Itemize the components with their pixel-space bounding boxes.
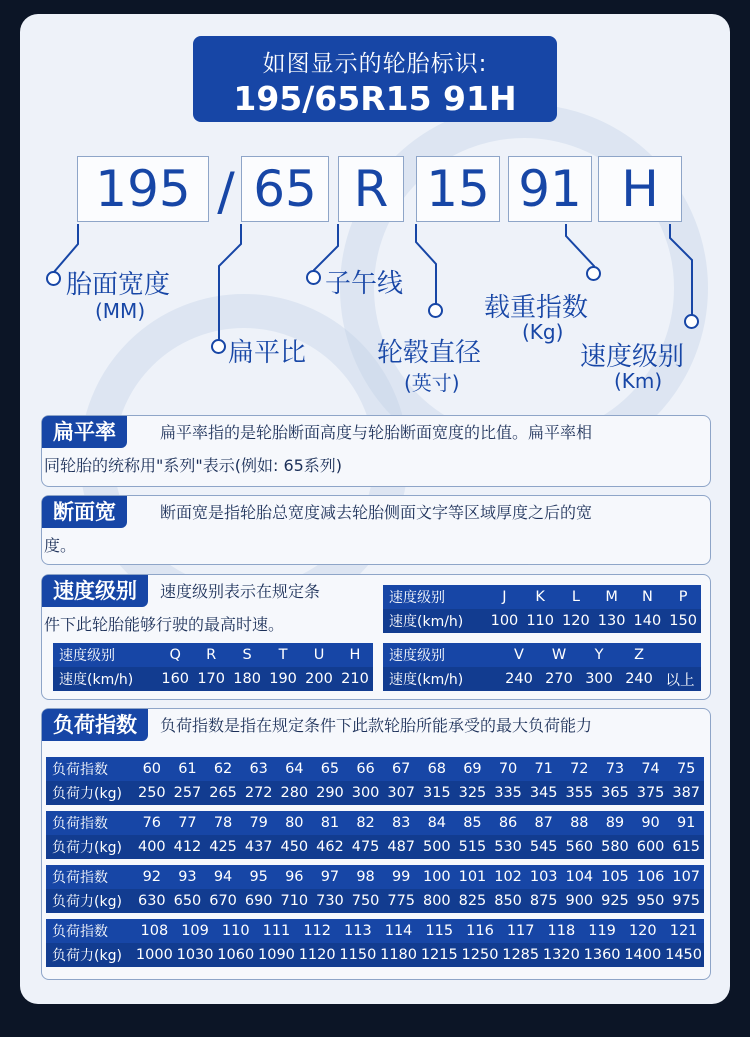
- load-kg-value: 412: [170, 835, 206, 859]
- load-index-value: 94: [205, 865, 241, 889]
- load-index-value: 93: [170, 865, 206, 889]
- load-index-value: 91: [668, 811, 704, 835]
- marker-dot: [586, 266, 601, 281]
- load-kg-value: 825: [455, 889, 491, 913]
- load-kg-value: 750: [348, 889, 384, 913]
- speed-code: M: [594, 585, 630, 609]
- row-header: 负荷力(kg): [46, 943, 134, 967]
- speed-value: 以上: [659, 667, 701, 691]
- load-index-value: 66: [348, 757, 384, 781]
- row-header: 速度级别: [383, 585, 487, 609]
- load-index-value: 92: [134, 865, 170, 889]
- load-index-value: 81: [312, 811, 348, 835]
- load-index-value: 63: [241, 757, 277, 781]
- load-kg-value: 690: [241, 889, 277, 913]
- load-index-value: 101: [455, 865, 491, 889]
- code-load-index: 91: [508, 156, 592, 222]
- marker-dot: [428, 303, 443, 318]
- load-index-value: 86: [490, 811, 526, 835]
- load-index-value: 109: [175, 919, 216, 943]
- load-index-value: 67: [383, 757, 419, 781]
- speed-code: L: [558, 585, 594, 609]
- load-kg-value: 1360: [582, 943, 623, 967]
- speed-code: W: [539, 643, 579, 667]
- section-text: 扁平率指的是轮胎断面高度与轮胎断面宽度的比值。扁平率相: [160, 423, 593, 442]
- row-header: 负荷力(kg): [46, 889, 134, 913]
- load-index-value: 103: [526, 865, 562, 889]
- speed-value: 210: [337, 667, 373, 691]
- load-index-value: 97: [312, 865, 348, 889]
- section-text: 度。: [44, 536, 77, 555]
- load-kg-value: 335: [490, 781, 526, 805]
- load-table: [46, 811, 704, 859]
- section-width: [41, 495, 711, 565]
- load-index-value: 114: [378, 919, 419, 943]
- speed-code: N: [630, 585, 666, 609]
- load-index-value: 90: [633, 811, 669, 835]
- marker-dot: [684, 314, 699, 329]
- speed-value: 240: [619, 667, 659, 691]
- row-header: 负荷指数: [46, 811, 134, 835]
- label-tread-width-unit: (MM): [95, 299, 146, 323]
- row-header: 负荷指数: [46, 919, 134, 943]
- section-load-index: [41, 708, 711, 980]
- speed-value: 300: [579, 667, 619, 691]
- speed-value: 180: [229, 667, 265, 691]
- load-kg-value: 400: [134, 835, 170, 859]
- label-load-index-unit: (Kg): [522, 320, 564, 344]
- load-kg-value: 315: [419, 781, 455, 805]
- load-kg-value: 650: [170, 889, 206, 913]
- section-text: 件下此轮胎能够行驶的最高时速。: [44, 615, 285, 634]
- load-kg-value: 365: [597, 781, 633, 805]
- load-kg-value: 1450: [663, 943, 704, 967]
- section-tag: 负荷指数: [42, 709, 148, 741]
- marker-dot: [46, 271, 61, 286]
- load-index-value: 72: [562, 757, 598, 781]
- speed-code: Z: [619, 643, 659, 667]
- load-kg-value: 387: [668, 781, 704, 805]
- load-index-value: 102: [490, 865, 526, 889]
- speed-value: 110: [522, 609, 558, 633]
- label-rim-diameter: 轮毂直径: [377, 338, 482, 368]
- load-index-value: 68: [419, 757, 455, 781]
- load-index-value: 99: [383, 865, 419, 889]
- load-index-value: 115: [419, 919, 460, 943]
- code-speed: H: [598, 156, 682, 222]
- load-kg-value: 272: [241, 781, 277, 805]
- speed-value: 130: [594, 609, 630, 633]
- load-index-value: 113: [338, 919, 379, 943]
- load-index-value: 110: [215, 919, 256, 943]
- load-index-value: 65: [312, 757, 348, 781]
- label-speed-rating-unit: (Km): [614, 369, 663, 393]
- load-index-value: 106: [633, 865, 669, 889]
- load-index-value: 118: [541, 919, 582, 943]
- load-kg-value: 615: [668, 835, 704, 859]
- load-kg-value: 1400: [622, 943, 663, 967]
- row-header: 负荷指数: [46, 757, 134, 781]
- load-kg-value: 670: [205, 889, 241, 913]
- load-kg-value: 1320: [541, 943, 582, 967]
- load-index-value: 62: [205, 757, 241, 781]
- load-index-value: 111: [256, 919, 297, 943]
- speed-code: [659, 643, 701, 667]
- load-kg-value: 875: [526, 889, 562, 913]
- load-kg-value: 775: [383, 889, 419, 913]
- load-kg-value: 425: [205, 835, 241, 859]
- load-kg-value: 257: [170, 781, 206, 805]
- load-kg-value: 250: [134, 781, 170, 805]
- load-index-value: 116: [460, 919, 501, 943]
- load-kg-value: 600: [633, 835, 669, 859]
- load-kg-value: 1180: [378, 943, 419, 967]
- section-text: 同轮胎的统称用"系列"表示(例如: 65系列): [44, 456, 343, 475]
- load-table: [46, 757, 704, 805]
- load-index-value: 61: [170, 757, 206, 781]
- speed-code: K: [522, 585, 558, 609]
- label-speed-rating: 速度级别: [580, 342, 685, 372]
- section-text: 速度级别表示在规定条: [160, 582, 321, 601]
- section-speed-rating: [41, 574, 711, 700]
- load-index-value: 112: [297, 919, 338, 943]
- speed-code: T: [265, 643, 301, 667]
- speed-code: V: [499, 643, 539, 667]
- load-kg-value: 500: [419, 835, 455, 859]
- load-kg-value: 1000: [134, 943, 175, 967]
- row-header: 速度(km/h): [53, 667, 157, 691]
- speed-code: R: [193, 643, 229, 667]
- load-kg-value: 355: [562, 781, 598, 805]
- load-kg-value: 580: [597, 835, 633, 859]
- section-tag: 速度级别: [42, 575, 148, 607]
- load-kg-value: 280: [277, 781, 313, 805]
- speed-code: Y: [579, 643, 619, 667]
- load-index-value: 64: [277, 757, 313, 781]
- load-table: [46, 919, 704, 967]
- load-kg-value: 437: [241, 835, 277, 859]
- section-tag: 扁平率: [42, 416, 127, 448]
- label-radial: 子午线: [325, 269, 404, 299]
- load-kg-value: 530: [490, 835, 526, 859]
- load-index-value: 104: [562, 865, 598, 889]
- row-header: 速度(km/h): [383, 609, 487, 633]
- load-kg-value: 307: [383, 781, 419, 805]
- speed-value: 150: [665, 609, 701, 633]
- load-kg-value: 630: [134, 889, 170, 913]
- load-index-value: 95: [241, 865, 277, 889]
- marker-dot: [306, 270, 321, 285]
- load-index-value: 87: [526, 811, 562, 835]
- row-header: 负荷力(kg): [46, 781, 134, 805]
- load-kg-value: 925: [597, 889, 633, 913]
- label-rim-diameter-unit: (英寸): [404, 371, 460, 395]
- load-kg-value: 375: [633, 781, 669, 805]
- code-rim: 15: [416, 156, 500, 222]
- load-index-value: 70: [490, 757, 526, 781]
- tire-code-title: 195/65R15 91H: [233, 79, 517, 118]
- load-kg-value: 1120: [297, 943, 338, 967]
- speed-code: Q: [157, 643, 193, 667]
- load-kg-value: 900: [562, 889, 598, 913]
- label-load-index: 载重指数: [484, 293, 589, 323]
- section-aspect-ratio: [41, 415, 711, 487]
- load-kg-value: 1150: [338, 943, 379, 967]
- load-kg-value: 475: [348, 835, 384, 859]
- load-index-value: 74: [633, 757, 669, 781]
- load-kg-value: 950: [633, 889, 669, 913]
- speed-table: [383, 585, 701, 633]
- load-index-value: 119: [582, 919, 623, 943]
- load-index-value: 71: [526, 757, 562, 781]
- speed-value: 240: [499, 667, 539, 691]
- marker-dot: [211, 339, 226, 354]
- load-index-value: 117: [500, 919, 541, 943]
- load-index-value: 77: [170, 811, 206, 835]
- load-kg-value: 800: [419, 889, 455, 913]
- label-aspect-ratio: 扁平比: [228, 338, 307, 368]
- speed-value: 100: [487, 609, 523, 633]
- load-kg-value: 345: [526, 781, 562, 805]
- load-index-value: 107: [668, 865, 704, 889]
- load-index-value: 60: [134, 757, 170, 781]
- code-aspect-ratio: 65: [241, 156, 329, 222]
- load-kg-value: 560: [562, 835, 598, 859]
- load-kg-value: 325: [455, 781, 491, 805]
- row-header: 速度(km/h): [383, 667, 499, 691]
- load-index-value: 85: [455, 811, 491, 835]
- speed-table: [383, 643, 701, 691]
- load-kg-value: 450: [277, 835, 313, 859]
- title-caption: 如图显示的轮胎标识:: [262, 51, 488, 77]
- label-tread-width: 胎面宽度: [66, 270, 171, 300]
- speed-code: U: [301, 643, 337, 667]
- speed-value: 160: [157, 667, 193, 691]
- load-kg-value: 265: [205, 781, 241, 805]
- section-text: 负荷指数是指在规定条件下此款轮胎所能承受的最大负荷能力: [160, 716, 593, 735]
- load-index-value: 83: [383, 811, 419, 835]
- speed-code: P: [665, 585, 701, 609]
- load-kg-value: 1215: [419, 943, 460, 967]
- load-kg-value: 975: [668, 889, 704, 913]
- load-kg-value: 462: [312, 835, 348, 859]
- load-kg-value: 487: [383, 835, 419, 859]
- load-kg-value: 850: [490, 889, 526, 913]
- load-kg-value: 1030: [175, 943, 216, 967]
- load-index-value: 108: [134, 919, 175, 943]
- speed-code: S: [229, 643, 265, 667]
- row-header: 速度级别: [53, 643, 157, 667]
- load-index-value: 80: [277, 811, 313, 835]
- load-index-value: 84: [419, 811, 455, 835]
- load-index-value: 96: [277, 865, 313, 889]
- load-kg-value: 515: [455, 835, 491, 859]
- tire-info-card: [20, 14, 730, 1004]
- load-kg-value: 1090: [256, 943, 297, 967]
- load-index-value: 98: [348, 865, 384, 889]
- load-index-value: 69: [455, 757, 491, 781]
- row-header: 负荷力(kg): [46, 835, 134, 859]
- load-kg-value: 730: [312, 889, 348, 913]
- load-index-value: 121: [663, 919, 704, 943]
- load-table: [46, 865, 704, 913]
- load-index-value: 79: [241, 811, 277, 835]
- speed-value: 120: [558, 609, 594, 633]
- speed-value: 140: [630, 609, 666, 633]
- load-kg-value: 1285: [500, 943, 541, 967]
- speed-value: 190: [265, 667, 301, 691]
- load-index-value: 100: [419, 865, 455, 889]
- code-radial: R: [338, 156, 404, 222]
- load-index-value: 76: [134, 811, 170, 835]
- speed-value: 270: [539, 667, 579, 691]
- load-index-value: 88: [562, 811, 598, 835]
- speed-value: 200: [301, 667, 337, 691]
- load-index-value: 75: [668, 757, 704, 781]
- speed-code: H: [337, 643, 373, 667]
- load-index-value: 78: [205, 811, 241, 835]
- row-header: 速度级别: [383, 643, 499, 667]
- load-index-value: 105: [597, 865, 633, 889]
- load-kg-value: 290: [312, 781, 348, 805]
- section-text: 断面宽是指轮胎总宽度减去轮胎侧面文字等区域厚度之后的宽: [160, 503, 593, 522]
- load-kg-value: 710: [277, 889, 313, 913]
- load-kg-value: 300: [348, 781, 384, 805]
- speed-code: J: [487, 585, 523, 609]
- load-index-value: 89: [597, 811, 633, 835]
- load-index-value: 82: [348, 811, 384, 835]
- section-tag: 断面宽: [42, 496, 127, 528]
- load-index-value: 73: [597, 757, 633, 781]
- speed-table: [53, 643, 373, 691]
- code-width: 195: [77, 156, 209, 222]
- code-separator: /: [217, 162, 235, 222]
- load-kg-value: 1250: [460, 943, 501, 967]
- row-header: 负荷指数: [46, 865, 134, 889]
- load-kg-value: 545: [526, 835, 562, 859]
- speed-value: 170: [193, 667, 229, 691]
- load-kg-value: 1060: [215, 943, 256, 967]
- load-index-value: 120: [622, 919, 663, 943]
